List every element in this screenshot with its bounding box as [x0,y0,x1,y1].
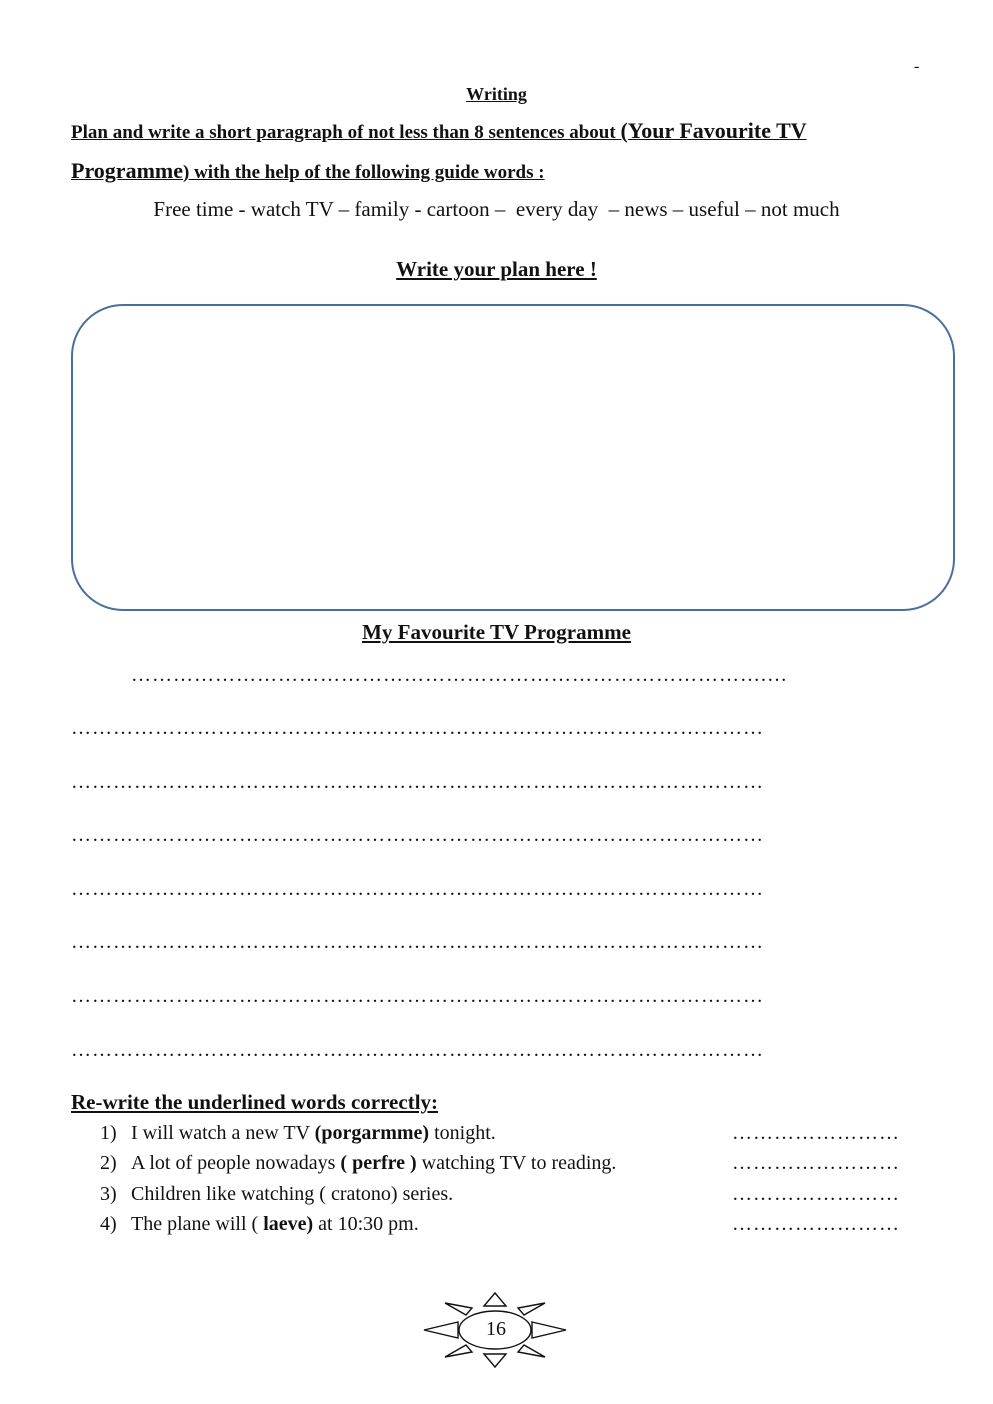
instruction-line-2 [71,158,545,184]
rewrite-item-number: 4) [100,1213,117,1235]
page-title: Writing [466,84,527,104]
writing-line[interactable]: ……………………………………………………………………………………… [71,931,764,953]
rewrite-answer-blank[interactable]: …………………… [732,1122,900,1144]
sentence-text: I will watch a new TV [131,1122,315,1144]
rewrite-answer-blank[interactable]: …………………… [732,1152,900,1174]
instruction-text-cont: ) with the help of the following guide words : [183,162,545,183]
rewrite-answer-blank[interactable]: …………………… [732,1213,900,1235]
misspelled-word: ( perfre ) [340,1152,417,1174]
plan-box[interactable] [71,304,955,611]
sentence-text: A lot of people nowadays [131,1152,341,1174]
sentence-text: Children like watching ( cratono) series. [131,1183,454,1205]
writing-line[interactable]: ……………………………………………………………………………………… [71,771,764,793]
writing-line[interactable]: ……………………………………………………………………………………… [71,985,764,1007]
writing-line[interactable]: ……………………………………………………………………………………… [71,717,764,739]
instruction-line-1 [71,118,807,144]
sentence-text: The plane will ( [131,1213,264,1235]
misspelled-word: laeve) [263,1213,314,1235]
rewrite-item-number: 3) [100,1183,117,1205]
page-number: 16 [486,1318,506,1340]
rewrite-item-number: 2) [100,1152,117,1174]
writing-line[interactable]: ……………………………………………………………………………………… [71,878,764,900]
sentence-text: watching TV to reading. [416,1152,617,1174]
writing-line-first[interactable]: ……………………………………………………………………………….… [131,664,788,686]
rewrite-item-sentence [131,1213,419,1236]
corner-dash: - [914,58,920,75]
instruction-topic-cont: Programme [71,158,183,183]
rewrite-item-sentence [131,1152,616,1175]
instruction-text: Plan and write a short paragraph of not less than 8 sentences about [71,122,621,143]
rewrite-heading: Re-write the underlined words correctly: [71,1090,439,1114]
plan-heading: Write your plan here ! [396,257,597,281]
writing-line[interactable]: ……………………………………………………………………………………… [71,824,764,846]
instruction-topic: (Your Favourite TV [620,118,807,143]
rewrite-item-number: 1) [100,1122,117,1144]
paragraph-heading: My Favourite TV Programme [362,620,631,644]
misspelled-word: (porgarmme) [314,1122,430,1144]
writing-line[interactable]: ……………………………………………………………………………………… [71,1039,764,1061]
rewrite-item-sentence [131,1183,453,1206]
rewrite-item-sentence [131,1122,496,1145]
rewrite-answer-blank[interactable]: …………………… [732,1183,900,1205]
guide-words: Free time - watch TV – family - cartoon – every day – news – useful – not much [153,197,840,221]
sentence-text: tonight. [429,1122,496,1144]
sentence-text: at 10:30 pm. [313,1213,419,1235]
